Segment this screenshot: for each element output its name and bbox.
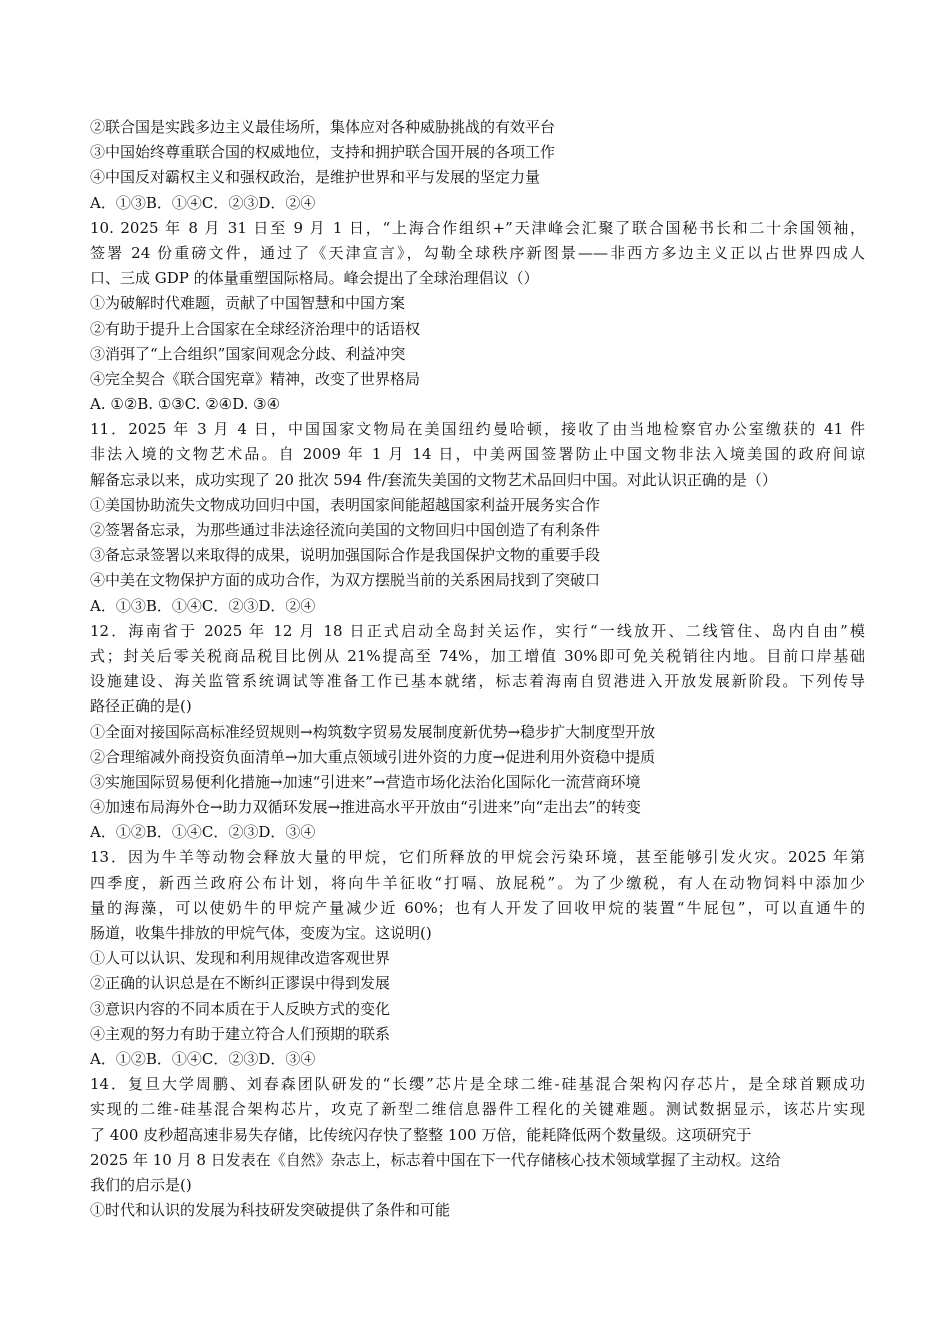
option-line: ③实施国际贸易便利化措施→加速“引进来”→营造市场化法治化国际化一流营商环境 bbox=[90, 772, 641, 791]
answer-choices: A．①②B．①④C．②③D．③④ bbox=[90, 823, 316, 842]
question-stem-line: 肠道，收集牛排放的甲烷气体，变废为宝。这说明() bbox=[90, 924, 432, 942]
option-line: ③备忘录签署以来取得的成果，说明加强国际合作是我国保护文物的重要手段 bbox=[90, 546, 601, 565]
answer-choices: A．①③B．①④C．②③D．②④ bbox=[90, 596, 316, 615]
question-12 bbox=[90, 619, 865, 846]
question-stem-line: 签署 24 份重磅文件，通过了《天津宣言》，勾勒全球秩序新图景——非西方多边主义正以占世界四成人 bbox=[90, 243, 865, 262]
answer-choices: A．①③B．①④C．②③D．②④ bbox=[90, 193, 316, 212]
option-line: ①全面对接国际高标准经贸规则→构筑数字贸易发展制度新优势→稳步扩大制度型开放 bbox=[90, 722, 656, 741]
question-stem-line: 量的海藻，可以使奶牛的甲烷产量减少近 60%；也有人开发了回收甲烷的装置“牛屁包”，可以直通牛的 bbox=[90, 898, 865, 917]
option-line: ②联合国是实践多边主义最佳场所，集体应对各种威胁挑战的有效平台 bbox=[90, 118, 556, 136]
question-stem-line: 四季度，新西兰政府公布计划，将向牛羊征收“打嗝、放屁税”。为了少缴税，有人在动物饲料中添加少 bbox=[90, 873, 865, 892]
question-stem-line: 13．因为牛羊等动物会释放大量的甲烷，它们所释放的甲烷会污染环境，甚至能够引发火灾。2025 年第 bbox=[90, 848, 865, 867]
option-line: ①时代和认识的发展为科技研发突破提供了条件和可能 bbox=[90, 1201, 451, 1220]
question-stem-line: 11．2025 年 3 月 4 日，中国国家文物局在美国纽约曼哈顿，接收了由当地检察官办公室缴获的 41 件 bbox=[90, 420, 865, 439]
option-line: ④完全契合《联合国宪章》精神，改变了世界格局 bbox=[90, 369, 421, 388]
exam-page bbox=[90, 115, 865, 1223]
question-10 bbox=[90, 216, 865, 418]
question-14 bbox=[90, 1072, 865, 1223]
question-stem-line: 14．复旦大学周鹏、刘春森团队研发的“长缨”芯片是全球二维-硅基混合架构闪存芯片，是全球首颗成功 bbox=[90, 1075, 865, 1094]
question-stem-line: 非法入境的文物艺术品。自 2009 年 1 月 14 日，中美两国签署防止中国文物非法入境美国的政府间谅 bbox=[90, 445, 865, 464]
question-stem-line: 12．海南省于 2025 年 12 月 18 日正式启动全岛封关运作，实行“一线放开、二线管住、岛内自由”模 bbox=[90, 621, 865, 640]
answer-choices: A. ①②B. ①③C. ②④D. ③④ bbox=[90, 395, 281, 414]
question-stem-line: 解备忘录以来，成功实现了 20 批次 594 件/套流失美国的文物艺术品回归中国。对此认识正确的是（） bbox=[90, 470, 777, 489]
question-stem-line: 我们的启示是() bbox=[90, 1175, 192, 1194]
question-stem-line: 10. 2025 年 8 月 31 日至 9 月 1 日，“上海合作组织+”天津峰会汇聚了联合国秘书长和二十余国领袖， bbox=[90, 218, 865, 237]
question-stem-line: 实现的二维-硅基混合架构芯片，攻克了新型二维信息器件工程化的关键难题。测试数据显示，该芯片实现 bbox=[90, 1100, 865, 1119]
option-line: ①人可以认识、发现和利用规律改造客观世界 bbox=[90, 949, 391, 968]
option-line: ②合理缩减外商投资负面清单→加大重点领域引进外资的力度→促进利用外资稳中提质 bbox=[90, 747, 656, 766]
option-line: ①美国协助流失文物成功回归中国，表明国家间能超越国家利益开展务实合作 bbox=[90, 495, 601, 514]
option-line: ②有助于提升上合国家在全球经济治理中的话语权 bbox=[90, 319, 421, 338]
question-stem-line: 路径正确的是() bbox=[90, 697, 192, 716]
question-9-continued bbox=[90, 115, 865, 216]
option-line: ③消弭了“上合组织”国家间观念分歧、利益冲突 bbox=[90, 344, 406, 363]
option-line: ③中国始终尊重联合国的权威地位，支持和拥护联合国开展的各项工作 bbox=[90, 143, 556, 162]
question-stem-line: 了 400 皮秒超高速非易失存储，比传统闪存快了整整 100 万倍，能耗降低两个数量级。这项研究于 bbox=[90, 1125, 752, 1144]
option-line: ④主观的努力有助于建立符合人们预期的联系 bbox=[90, 1024, 391, 1043]
option-line: ④加速布局海外仓→助力双循环发展→推进高水平开放由“引进来”向“走出去”的转变 bbox=[90, 798, 641, 817]
option-line: ②正确的认识总是在不断纠正谬误中得到发展 bbox=[90, 974, 391, 993]
question-stem-line: 设施建设、海关监管系统调试等准备工作已基本就绪，标志着海南自贸港进入开放发展新阶段。下列传导 bbox=[90, 672, 865, 691]
question-stem-line: 2025 年 10 月 8 日发表在《自然》杂志上，标志着中国在下一代存储核心技术领域掌握了主动权。这给 bbox=[90, 1150, 781, 1169]
option-line: ④中美在文物保护方面的成功合作，为双方摆脱当前的关系困局找到了突破口 bbox=[90, 571, 601, 590]
option-line: ②签署备忘录，为那些通过非法途径流向美国的文物回归中国创造了有利条件 bbox=[90, 521, 601, 539]
option-line: ③意识内容的不同本质在于人反映方式的变化 bbox=[90, 999, 391, 1018]
question-stem-line: 口、三成 GDP 的体量重塑国际格局。峰会提出了全球治理倡议（） bbox=[90, 269, 539, 288]
option-line: ④中国反对霸权主义和强权政治，是维护世界和平与发展的坚定力量 bbox=[90, 168, 541, 187]
answer-choices: A．①②B．①④C．②③D．③④ bbox=[90, 1049, 316, 1068]
question-11 bbox=[90, 417, 865, 619]
option-line: ①为破解时代难题，贡献了中国智慧和中国方案 bbox=[90, 294, 406, 313]
question-stem-line: 式；封关后零关税商品税目比例从 21%提高至 74%，加工增值 30%即可免关税销往内地。目前口岸基础 bbox=[90, 646, 865, 665]
question-13 bbox=[90, 845, 865, 1072]
